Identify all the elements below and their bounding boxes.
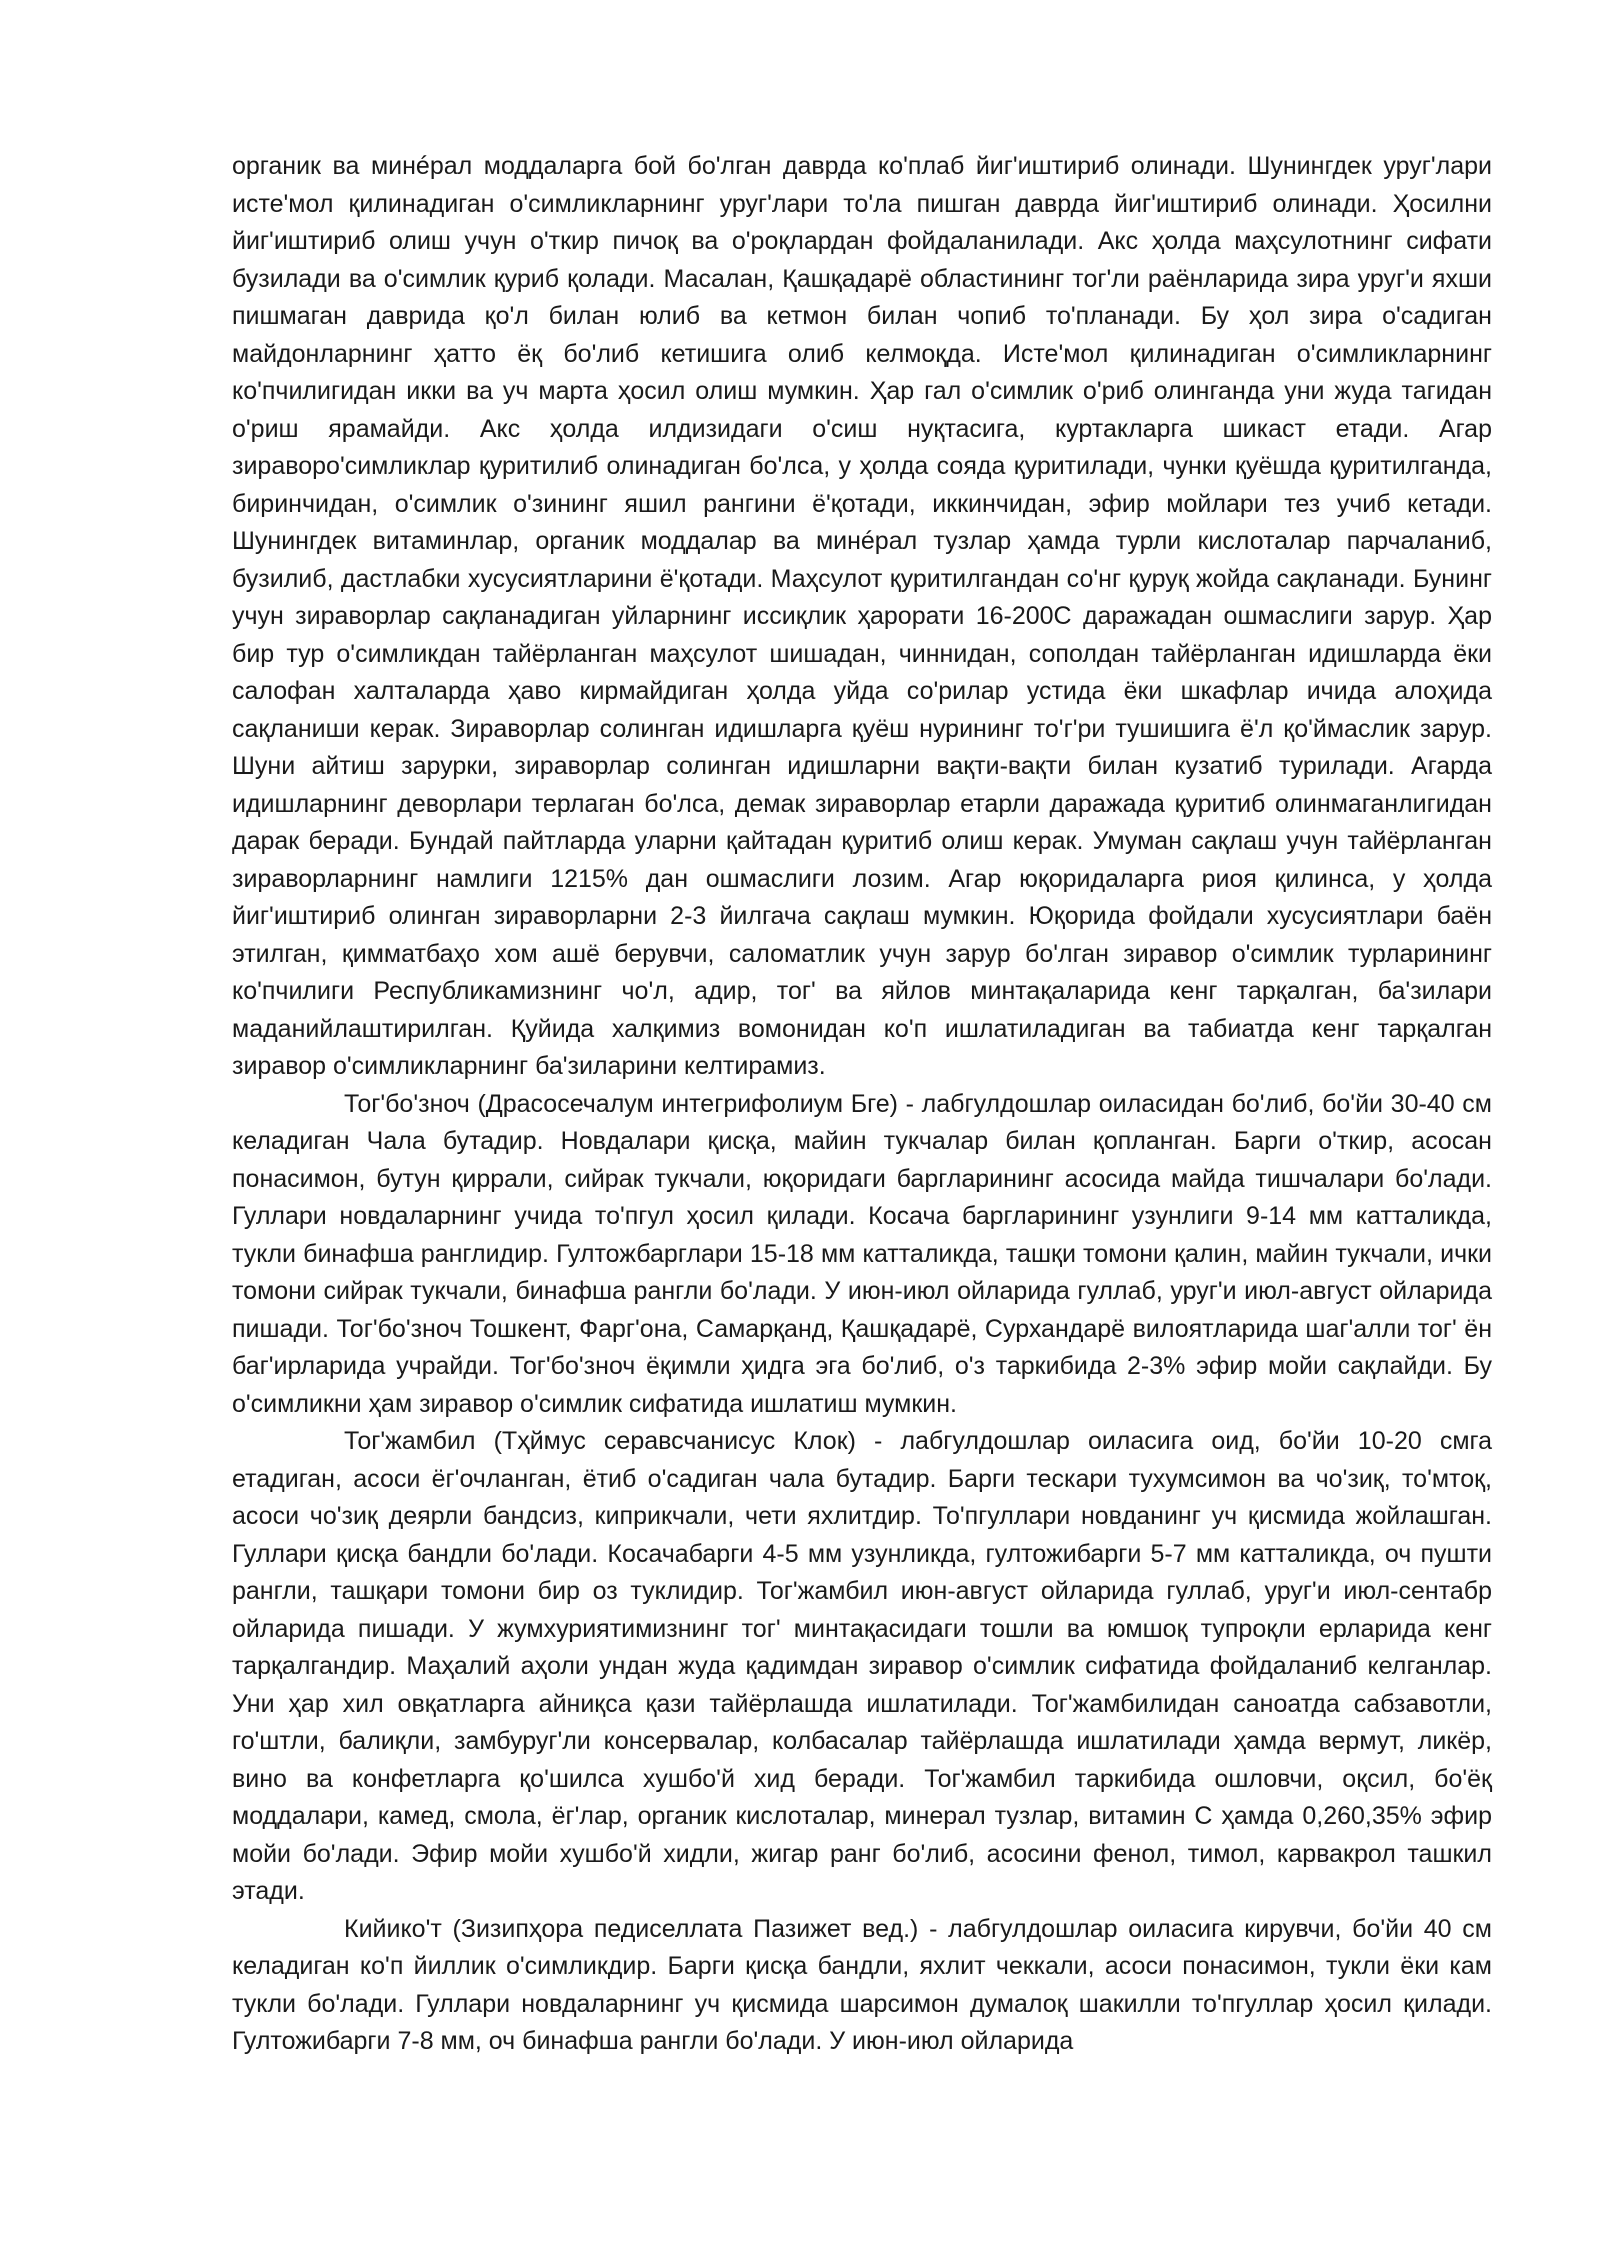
paragraph-togjambil: Тог'жамбил (Тҳймус серавсчанисус Клок) - лабгулдошлар оиласига оид, бо'йи 10-20 смга етадиган, асоси ёг'очланган, ётиб о'садиган чала бутадир. Барги тескари тухумсимон ва чо'зиқ, то'мтоқ, асоси чо'зиқ деярли бандсиз, киприкчали, чети яхлитдир. То'пгуллари новданинг уч қисмида жойлашган. Гуллари қисқа бандли бо'лади. Косачабарги 4-5 мм узунликда, гултожибарги 5-7 мм катталикда, оч пушти рангли, ташқари томони бир оз туклидир. Тог'жамбил июн-август ойларида гуллаб, уруг'и июл-сентабр ойларида пишади. У жумхуриятимизнинг тог' минтақасидаги тошли ва юмшоқ тупроқли ерларида кенг тарқалгандир. Маҳалий аҳоли ундан жуда қадимдан зиравор о'симлик сифатида фойдаланиб келганлар. Уни ҳар хил овқатларга айниқса қази тайёрлашда ишлатилади. Тог'жамбилидан саноатда сабзавотли, го'штли, балиқли, замбуруг'ли консервалар, колбасалар тайёрлашда ишлатилади ҳамда вермут, ликёр, вино ва конфетларга қо'шилса хушбо'й хид беради. Тог'жамбил таркибида ошловчи, оқсил, бо'ёқ моддалари, камед, смола, ёг'лар, органик кислоталар, минерал тузлар, витамин С ҳамда 0,260,35% эфир мойи бо'лади. Эфир мойи хушбо'й хидли, жигар ранг бо'либ, асосини фенол, тимол, карвакрол ташкил этади. xyxy=(232,1427,1492,1905)
paragraph-storage: органик ва минéрал моддаларга бой бо'лган даврда ко'плаб йиг'иштириб олинади. Шунингдек уруг'лари исте'мол қилинадиган о'симликларнинг уруг'лари то'ла пишган даврда йиг'иштириб олинади. Ҳосилни йиг'иштириб олиш учун о'ткир пичоқ ва о'роқлардан фойдаланилади. Акс ҳолда маҳсулотнинг сифати бузилади ва о'симлик қуриб қолади. Масалан, Қашқадарё областининг тог'ли раёнларида зира уруг'и яхши пишмаган даврида қо'л билан юлиб ва кетмон билан чопиб то'планади. Бу ҳол зира о'садиган майдонларнинг ҳатто ёқ бо'либ кетишига олиб келмоқда. Исте'мол қилинадиган о'симликларнинг ко'пчилигидан икки ва уч марта ҳосил олиш мумкин. Ҳар гал о'симлик о'риб олинганда уни жуда тагидан о'риш ярамайди. Акс ҳолда илдизидаги о'сиш нуқтасига, куртакларга шикаст етади. Агар зираворо'симликлар қуритилиб олинадиган бо'лса, у ҳолда сояда қуритилади, чунки қуёшда қуритилганда, биринчидан, о'симлик о'зининг яшил рангини ё'қотади, иккинчидан, эфир мойлари тез учиб кетади. Шунингдек витаминлар, органик моддалар ва минéрал тузлар ҳамда турли кислоталар парчаланиб, бузилиб, дастлабки хусусиятларини ё'қотади. Маҳсулот қуритилгандан со'нг қуруқ жойда сақланади. Бунинг учун зираворлар сақланадиган уйларнинг иссиқлик ҳарорати 16-200С даражадан ошмаслиги зарур. Ҳар бир тур о'симликдан тайёрланган маҳсулот шишадан, чиннидан, сополдан тайёрланган идишларда ёки салофан халталарда ҳаво кирмайдиган ҳолда уйда со'рилар устида ёки шкафлар ичида алоҳида сақланиши керак. Зираворлар солинган идишларга қуёш нурининг то'г'ри тушишига ё'л қо'ймаслик зарур. Шуни айтиш зарурки, зираворлар солинган идишларни вақти-вақти билан кузатиб турилади. Агарда идишларнинг деворлари терлаган бо'лса, демак зираворлар етарли даражада қуритиб олинмаганлигидан дарак беради. Бундай пайтларда уларни қайтадан қуритиб олиш керак. Умуман сақлаш учун тайёрланган зираворларнинг намлиги 1215% дан ошмаслиги лозим. Агар юқоридаларга риоя қилинса, у ҳолда йиг'иштириб олинган зираворларни 2-3 йилгача сақлаш мумкин. Юқорида фойдали хусусиятлари баён этилган, қимматбаҳо хом ашё берувчи, саломатлик учун зарур бо'лган зиравор о'симлик турларининг ко'пчилиги Республикамизнинг чо'л, адир, тог' ва яйлов минтақаларида кенг тарқалган, ба'зилари маданийлаштирилган. Қуйида халқимиз вомонидан ко'п ишлатиладиган ва табиатда кенг тарқалган зиравор о'симликларнинг ба'зиларини келтирамиз. xyxy=(232,152,1492,1080)
paragraph-kiyikot: Кийико'т (Зизипҳора педиселлата Пазижет вед.) - лабгулдошлар оиласига кирувчи, бо'йи 40 см келадиган ко'п йиллик о'симликдир. Барги қисқа бандли, яхлит чеккали, асоси понасимон, тукли ёки кам тукли бо'лади. Гуллари новдаларнинг уч қисмида шарсимон думалоқ шакилли то'пгуллар ҳосил қилади. Гултожибарги 7-8 мм, оч бинафша рангли бо'лади. У июн-июл ойларида xyxy=(232,1914,1492,2055)
paragraph-togbozNoch: Тог'бо'зноч (Драсосечалум интегрифолиум Бге) - лабгулдошлар оиласидан бо'либ, бо'йи 30-40 см келадиган Чала бутадир. Новдалари қисқа, майин тукчалар билан қопланган. Барги о'ткир, асосан понасимон, бутун қиррали, сийрак тукчали, юқоридаги баргларининг асосида майда тишчалари бо'лади. Гуллари новдаларнинг учида то'пгул ҳосил қилади. Косача баргларининг узунлиги 9-14 мм катталикда, тукли бинафша ранглидир. Гултожбарглари 15-18 мм катталикда, ташқи томони қалин, майин тукчали, ички томони сийрак тукчали, бинафша рангли бо'лади. У июн-июл ойларида гуллаб, уруг'и июл-август ойларида пишади. Тог'бо'зноч Тошкент, Фарг'она, Самарқанд, Қашқадарё, Сурхандарё вилоятларида шаг'алли тог' ён баг'ирларида учрайди. Тог'бо'зноч ёқимли ҳидга эга бо'либ, о'з таркибида 2-3% эфир мойи сақлайди. Бу о'симликни ҳам зиравор о'симлик сифатида ишлатиш мумкин. xyxy=(232,1089,1492,1418)
document-body xyxy=(232,148,1492,2061)
